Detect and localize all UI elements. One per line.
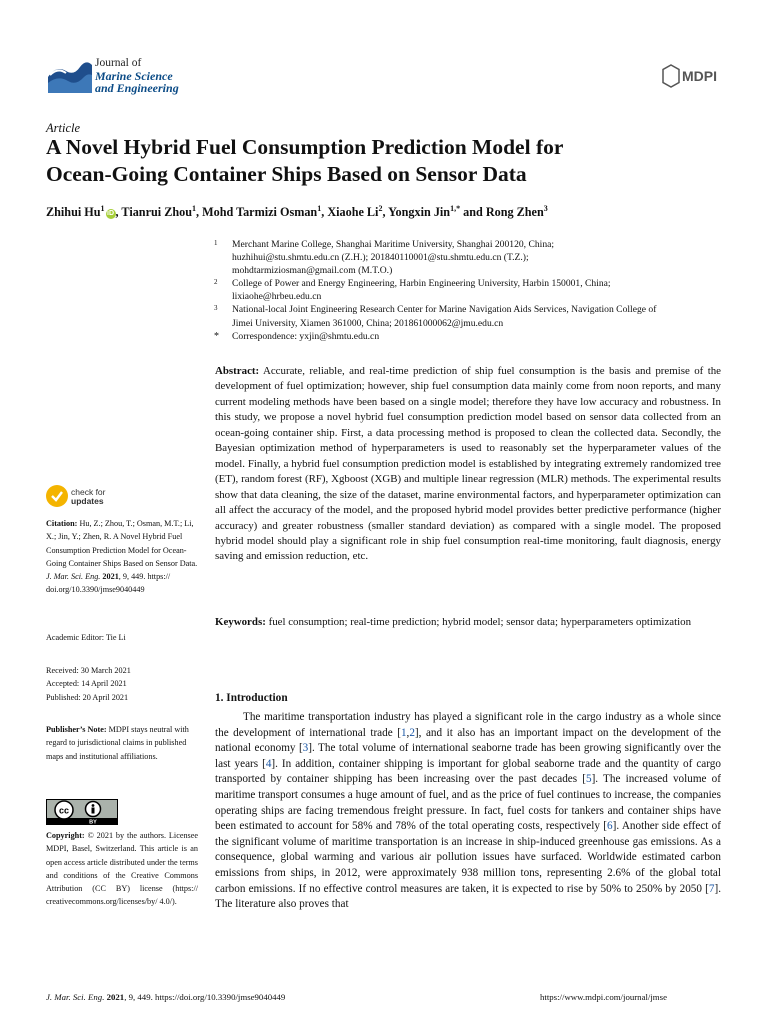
citation-text: Hu, Z.; Zhou, T.; Osman, M.T.; Li, X.; Jin, Y.; Zhen, R. A Novel Hybrid Fuel Consumption Prediction Model for Ocean-Going Container Ships Based on Sensor Data. [46, 519, 198, 568]
abstract-text: Accurate, reliable, and real-time prediction of ship fuel consumption is the basis and premise of the development of fuel optimization; however, ship fuel consumption data mainly come from noon reports, and many current modeling methods have been based on a single model; therefore they have low accuracy and robustness. In this study, we propose a novel hybrid fuel consumption prediction model based on sensor data collected from an ocean-going container ship. First, a data processing method is proposed to clean the collected data. Secondly, the Bayesian optimization method of hyperparameters is used to reasonably set the hyperparameter values of the model. Finally, a hybrid fuel consumption prediction model is established by integrating extremely randomized tree (ET), random forest (RF), Xgboost (XGB) and multiple linear regression (MLR) methods. The experimental results show that data cleaning, the size of the dataset, marine environmental factors, and hyperparameter optimization can all affect the accuracy of the model, and the proposed hybrid model provides better predictive performance (higher accuracy) and greater robustness (smaller standard deviation) as compared with a single model. The proposed hybrid model should play a significant role in ship fuel consumption real-time monitoring, fault diagnosis, energy saving and emission reduction, etc. [215, 365, 722, 563]
citation-doi-link[interactable]: doi.org/10.3390/jmse9040449 [46, 585, 145, 595]
journal-name-line1: Journal of [95, 57, 142, 69]
cc-by-label: BY [89, 819, 97, 825]
keywords-text: fuel consumption; real-time prediction; hybrid model; sensor data; hyperparameters optimization [268, 616, 692, 628]
published-date: Published: 20 April 2021 [46, 692, 129, 702]
paper-title-line2: Ocean-Going Container Ships Based on Sensor Data [46, 162, 527, 186]
section-heading-introduction: 1. Introduction [215, 692, 288, 704]
check-for-updates-button[interactable] [71, 488, 106, 506]
publisher-note-text: MDPI stays neutral with regard to jurisdictional claims in published maps and institutional affiliations. [46, 725, 189, 761]
author-affiliation-mark: 1 [100, 204, 105, 213]
citation-volume: , 9, 449. https:// [118, 572, 171, 582]
author-name: Yongxin Jin [388, 205, 451, 220]
abstract-label: Abstract: [215, 365, 260, 377]
affiliation-line: lixiaohe@hrbeu.edu.cn [232, 291, 322, 303]
cc-by-license-icon[interactable] [46, 799, 118, 825]
affiliation-mark: 2 [214, 278, 218, 287]
mdpi-logo-text: MDPI [682, 68, 717, 84]
author-name: Tianrui Zhou [121, 205, 192, 220]
author-affiliation-mark: 2 [378, 204, 383, 213]
footer-journal: J. Mar. Sci. Eng. [46, 992, 105, 1002]
reference-link[interactable]: 6 [607, 820, 613, 833]
author-name: Rong Zhen [485, 205, 544, 220]
mdpi-logo [662, 64, 724, 88]
journal-name-line2: Marine Science [95, 68, 173, 83]
affiliation-item [214, 238, 730, 277]
affiliations [214, 238, 730, 343]
journal-name [95, 57, 179, 95]
reference-link[interactable]: 1 [400, 726, 407, 739]
abstract [215, 364, 721, 565]
affiliation-line: huzhihui@stu.shmtu.edu.cn (Z.H.); 201840110001@stu.shmtu.edu.cn (T.Z.); [232, 252, 529, 264]
reference-link[interactable]: 3 [302, 742, 309, 755]
footer-year: 2021 [106, 992, 125, 1002]
check-for-updates-line1: check for [71, 487, 106, 497]
reference-link[interactable]: 5 [585, 773, 592, 786]
affiliation-line: Jimei University, Xiamen 361000, China; 201861000062@jmu.edu.cn [232, 317, 504, 329]
copyright-text: © 2021 by the authors. Licensee MDPI, Basel, Switzerland. This article is an open access article distributed under the terms and conditions of the Creative Commons Attribution (CC BY) license (https:// creativecommons.org/licenses/by/ 4.0/). [46, 831, 199, 907]
journal-logo-icon [46, 55, 94, 95]
copyright-notice [46, 829, 198, 909]
publication-dates [46, 664, 198, 704]
affiliation-line: College of Power and Energy Engineering, Harbin Engineering University, Harbin 150001, China; [232, 278, 611, 290]
publisher-note [46, 723, 198, 763]
paragraph-text: , [406, 726, 410, 739]
reference-link[interactable]: 4 [265, 757, 272, 770]
affiliation-line: Merchant Marine College, Shanghai Maritime University, Shanghai 200120, China; [232, 239, 555, 250]
reference-link[interactable]: 7 [708, 882, 715, 895]
paragraph-text: ]. The increased volume of maritime transport consumes a huge amount of fuel, and as the price of fuel continues to increase, the companies operating ships are facing tremendous freight pressure. In fact, fuel costs for tankers and container ships have been estimated to account for 58% and 78% of the total operating costs, respectively [ [215, 773, 721, 833]
affiliation-mark: 1 [214, 239, 218, 247]
received-date: Received: 30 March 2021 [46, 666, 131, 675]
author-affiliation-mark: 1 [192, 204, 196, 213]
paper-title [46, 134, 736, 188]
publisher-note-label: Publisher’s Note: [46, 725, 107, 734]
affiliation-item [214, 330, 730, 343]
author-name: Zhihui Hu [46, 205, 101, 220]
affiliation-item [214, 277, 730, 303]
reference-link[interactable]: 2 [409, 726, 415, 739]
author-affiliation-mark: 1,* [450, 204, 461, 213]
citation-journal: J. Mar. Sci. Eng. [46, 572, 101, 582]
svg-text:cc: cc [58, 805, 70, 816]
orcid-icon[interactable]: iD [107, 210, 115, 218]
author-name: Xiaohe Li [327, 205, 379, 220]
author-list: Zhihui Hu$^1$iD , Tianrui Zhou$^1$, Mohd Tarmizi Osman$^1$, Xiaohe Li$^2$, Yongxin Jin$^{1,*}$ and Rong Zhen$^3$ [46, 204, 548, 220]
introduction-paragraph [215, 710, 721, 913]
check-for-updates-icon[interactable] [46, 485, 68, 507]
paragraph-text: ]. Another side effect of the significant volume of maritime transportation is an increase in ship-induced greenhouse gas emissions. As a consequence, global warming and various air pollution issues have surfaced. Worldwide estimated carbon emissions from ships, in 2012, were approximately 938 million tons, representing 2.6% of the global total carbon emissions. If no effective control measures are taken, it is expected to rise by 50% to 250% by 2050 [ [215, 820, 721, 895]
affiliation-mark: * [214, 330, 219, 342]
keywords-label: Keywords: [215, 616, 266, 628]
affiliation-line: National-local Joint Engineering Research Center for Marine Navigation Aids Services, Navigation College of [232, 304, 657, 316]
citation-year: 2021 [102, 572, 119, 582]
affiliation-mark: 3 [214, 304, 218, 313]
author-affiliation-mark: 3 [543, 204, 548, 213]
accepted-date: Accepted: 14 April 2021 [46, 679, 127, 689]
introduction-body [215, 710, 721, 913]
footer-journal-url[interactable]: https://www.mdpi.com/journal/jmse [540, 992, 667, 1002]
author-name: Mohd Tarmizi Osman [202, 205, 318, 220]
check-for-updates-line2: updates [71, 496, 104, 506]
affiliation-line: Correspondence: yxjin@shmtu.edu.cn [232, 330, 380, 342]
copyright-label: Copyright: [46, 831, 85, 840]
paragraph-text: ]. In addition, container shipping is important for global seaborne trade and the quantity of cargo transported by container shipping has been increasing over the past decades [ [215, 757, 721, 786]
affiliation-line: mohdtarmiziosman@gmail.com (M.T.O.) [232, 265, 393, 277]
citation-label: Citation: [46, 519, 78, 528]
footer-citation [46, 992, 285, 1002]
keywords [215, 615, 721, 630]
paragraph-text: ]. The total volume of international seaborne trade has been growing significantly over the last years [ [215, 742, 721, 770]
paragraph-text: The maritime transportation industry has played a significant role in the cargo industry as a whole since the development of international trade [ [215, 711, 721, 739]
affiliation-item [214, 303, 730, 329]
footer-doi[interactable]: , 9, 449. https://doi.org/10.3390/jmse9040449 [124, 992, 286, 1002]
academic-editor: Academic Editor: Tie Li [46, 633, 126, 642]
citation-block [46, 517, 198, 597]
paper-title-line1: A Novel Hybrid Fuel Consumption Prediction Model for [46, 135, 564, 159]
author-affiliation-mark: 1 [317, 204, 322, 213]
paragraph-text: ]. The literature also proves that [215, 882, 721, 911]
paragraph-text: ], and it also has an important impact on the development of the national economy [ [215, 726, 721, 755]
article-type: Article [46, 121, 81, 135]
journal-name-line3: and Engineering [95, 81, 179, 95]
